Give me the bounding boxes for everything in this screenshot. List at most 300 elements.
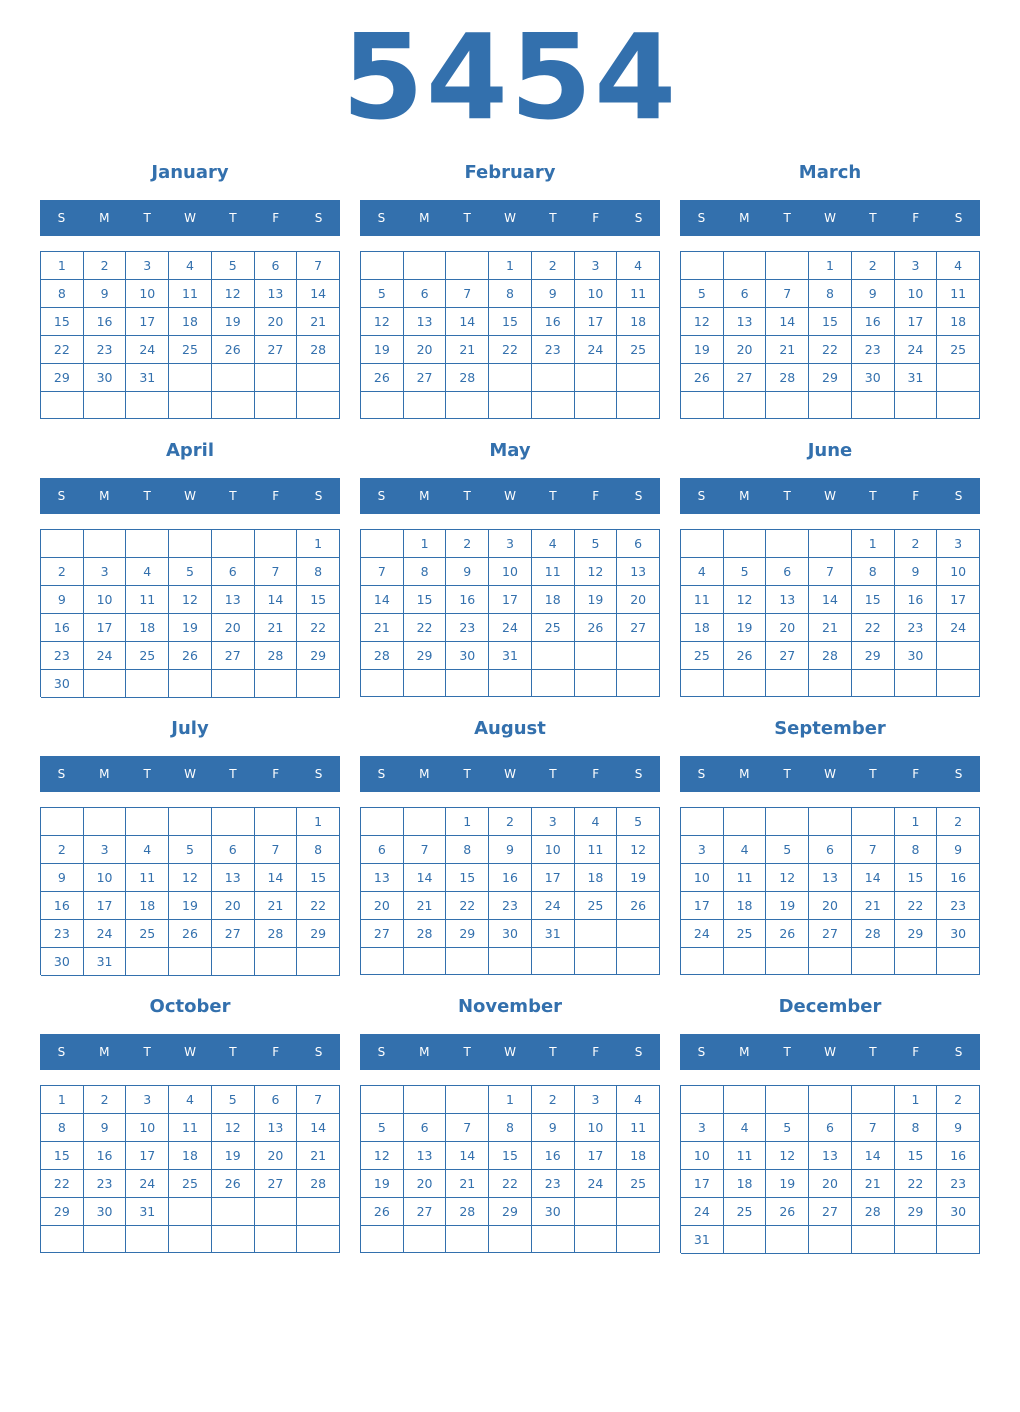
day-cell: 27: [255, 1170, 298, 1198]
empty-cell: [724, 948, 767, 975]
day-cell: 15: [852, 586, 895, 614]
weekday-label: M: [419, 489, 430, 503]
empty-cell: [681, 670, 724, 697]
empty-cell: [852, 1086, 895, 1114]
day-cell: 1: [297, 808, 340, 836]
day-cell: 6: [404, 280, 447, 308]
day-cell: 13: [404, 308, 447, 336]
day-cell: 11: [681, 586, 724, 614]
weekday-label: T: [463, 489, 471, 503]
day-cell: 27: [404, 1198, 447, 1226]
day-cell: 23: [937, 1170, 980, 1198]
empty-cell: [766, 670, 809, 697]
empty-cell: [361, 530, 404, 558]
day-cell: 16: [895, 586, 938, 614]
day-cell: 5: [169, 558, 212, 586]
day-cell: 22: [809, 336, 852, 364]
day-cell: 5: [212, 1086, 255, 1114]
empty-cell: [446, 392, 489, 419]
day-cell: 1: [809, 252, 852, 280]
day-cell: 15: [446, 864, 489, 892]
day-cell: 13: [724, 308, 767, 336]
day-cell: 17: [937, 586, 980, 614]
year-title: 5454: [341, 8, 679, 146]
weekday-header: [360, 200, 660, 236]
weekday-label: S: [314, 211, 323, 225]
day-cell: 24: [126, 336, 169, 364]
day-cell: 23: [489, 892, 532, 920]
day-cell: 9: [41, 864, 84, 892]
weekday-label: T: [869, 767, 877, 781]
day-grid: [680, 529, 980, 697]
day-cell: 30: [446, 642, 489, 670]
day-cell: 29: [404, 642, 447, 670]
day-cell: 10: [575, 280, 618, 308]
day-cell: 12: [169, 586, 212, 614]
day-cell: 15: [809, 308, 852, 336]
day-cell: 4: [617, 1086, 660, 1114]
day-cell: 6: [404, 1114, 447, 1142]
day-cell: 12: [212, 1114, 255, 1142]
empty-cell: [681, 392, 724, 419]
day-cell: 19: [724, 614, 767, 642]
day-cell: 10: [126, 1114, 169, 1142]
empty-cell: [895, 1226, 938, 1254]
day-cell: 15: [489, 1142, 532, 1170]
day-cell: 3: [84, 558, 127, 586]
day-cell: 17: [681, 892, 724, 920]
day-cell: 14: [852, 1142, 895, 1170]
day-cell: 30: [84, 1198, 127, 1226]
weekday-label: T: [463, 767, 471, 781]
day-cell: 18: [724, 1170, 767, 1198]
weekday-label: T: [143, 489, 151, 503]
day-cell: 28: [446, 364, 489, 392]
day-cell: 23: [84, 336, 127, 364]
day-cell: 24: [895, 336, 938, 364]
day-cell: 10: [84, 586, 127, 614]
weekday-label: S: [634, 767, 643, 781]
day-cell: 5: [681, 280, 724, 308]
day-cell: 14: [852, 864, 895, 892]
day-cell: 10: [126, 280, 169, 308]
day-cell: 7: [446, 1114, 489, 1142]
day-cell: 2: [489, 808, 532, 836]
day-cell: 17: [575, 1142, 618, 1170]
empty-cell: [212, 670, 255, 698]
day-cell: 28: [255, 920, 298, 948]
weekday-label: S: [314, 489, 323, 503]
empty-cell: [169, 1198, 212, 1226]
day-cell: 4: [575, 808, 618, 836]
weekday-label: M: [419, 767, 430, 781]
day-cell: 11: [169, 1114, 212, 1142]
day-cell: 30: [84, 364, 127, 392]
day-cell: 13: [361, 864, 404, 892]
day-cell: 29: [297, 642, 340, 670]
day-cell: 22: [895, 892, 938, 920]
day-cell: 31: [126, 364, 169, 392]
day-cell: 3: [84, 836, 127, 864]
day-cell: 26: [212, 1170, 255, 1198]
day-cell: 18: [937, 308, 980, 336]
day-cell: 4: [724, 1114, 767, 1142]
day-cell: 26: [169, 642, 212, 670]
day-cell: 28: [809, 642, 852, 670]
month-title: May: [489, 440, 531, 461]
empty-cell: [681, 808, 724, 836]
day-cell: 7: [852, 836, 895, 864]
month-title: December: [778, 996, 882, 1017]
day-cell: 20: [404, 336, 447, 364]
day-cell: 21: [255, 892, 298, 920]
empty-cell: [297, 364, 340, 392]
day-cell: 21: [766, 336, 809, 364]
day-cell: 29: [446, 920, 489, 948]
empty-cell: [937, 642, 980, 670]
weekday-label: F: [272, 767, 280, 781]
weekday-label: S: [954, 211, 963, 225]
day-cell: 27: [361, 920, 404, 948]
day-cell: 6: [255, 1086, 298, 1114]
day-cell: 2: [446, 530, 489, 558]
weekday-label: M: [99, 489, 110, 503]
empty-cell: [766, 530, 809, 558]
weekday-label: T: [869, 1045, 877, 1059]
empty-cell: [255, 364, 298, 392]
empty-cell: [404, 670, 447, 697]
weekday-label: S: [634, 489, 643, 503]
day-cell: 23: [852, 336, 895, 364]
empty-cell: [681, 1086, 724, 1114]
day-cell: 14: [446, 1142, 489, 1170]
day-cell: 14: [361, 586, 404, 614]
day-grid: [360, 529, 660, 697]
weekday-label: F: [272, 211, 280, 225]
day-cell: 18: [575, 864, 618, 892]
day-cell: 11: [937, 280, 980, 308]
day-cell: 28: [297, 336, 340, 364]
empty-cell: [297, 392, 340, 419]
empty-cell: [255, 808, 298, 836]
day-cell: 25: [126, 642, 169, 670]
empty-cell: [84, 808, 127, 836]
day-cell: 9: [489, 836, 532, 864]
empty-cell: [361, 808, 404, 836]
day-cell: 19: [766, 1170, 809, 1198]
day-cell: 12: [681, 308, 724, 336]
empty-cell: [617, 1226, 660, 1253]
day-cell: 19: [212, 1142, 255, 1170]
day-cell: 29: [41, 364, 84, 392]
day-cell: 2: [937, 1086, 980, 1114]
empty-cell: [255, 1198, 298, 1226]
day-cell: 27: [212, 920, 255, 948]
weekday-label: F: [912, 489, 920, 503]
day-cell: 28: [766, 364, 809, 392]
weekday-label: M: [99, 767, 110, 781]
weekday-header: [680, 478, 980, 514]
empty-cell: [361, 1226, 404, 1253]
empty-cell: [404, 252, 447, 280]
day-cell: 6: [212, 558, 255, 586]
day-cell: 19: [361, 336, 404, 364]
empty-cell: [937, 948, 980, 975]
empty-cell: [681, 252, 724, 280]
weekday-label: M: [739, 767, 750, 781]
day-cell: 22: [895, 1170, 938, 1198]
day-cell: 6: [617, 530, 660, 558]
day-cell: 14: [297, 280, 340, 308]
empty-cell: [852, 1226, 895, 1254]
day-cell: 7: [361, 558, 404, 586]
empty-cell: [255, 1226, 298, 1253]
weekday-label: W: [824, 767, 836, 781]
day-cell: 18: [724, 892, 767, 920]
weekday-label: F: [912, 1045, 920, 1059]
day-cell: 26: [575, 614, 618, 642]
day-cell: 20: [617, 586, 660, 614]
day-cell: 23: [895, 614, 938, 642]
empty-cell: [766, 948, 809, 975]
weekday-label: M: [99, 1045, 110, 1059]
day-cell: 9: [852, 280, 895, 308]
empty-cell: [852, 392, 895, 419]
day-cell: 3: [126, 252, 169, 280]
weekday-label: S: [954, 489, 963, 503]
empty-cell: [404, 1086, 447, 1114]
day-cell: 2: [84, 1086, 127, 1114]
day-cell: 9: [895, 558, 938, 586]
day-cell: 8: [489, 1114, 532, 1142]
empty-cell: [361, 1086, 404, 1114]
empty-cell: [212, 392, 255, 419]
weekday-label: S: [57, 1045, 66, 1059]
empty-cell: [446, 670, 489, 697]
day-cell: 5: [361, 280, 404, 308]
weekday-label: S: [697, 489, 706, 503]
empty-cell: [169, 1226, 212, 1253]
empty-cell: [937, 364, 980, 392]
day-cell: 16: [532, 1142, 575, 1170]
day-cell: 14: [297, 1114, 340, 1142]
weekday-label: T: [549, 1045, 557, 1059]
day-cell: 21: [809, 614, 852, 642]
day-cell: 15: [489, 308, 532, 336]
empty-cell: [404, 948, 447, 975]
empty-cell: [532, 670, 575, 697]
empty-cell: [169, 392, 212, 419]
day-cell: 19: [617, 864, 660, 892]
day-cell: 22: [852, 614, 895, 642]
day-cell: 10: [84, 864, 127, 892]
empty-cell: [852, 948, 895, 975]
day-cell: 25: [575, 892, 618, 920]
weekday-label: S: [634, 211, 643, 225]
empty-cell: [84, 530, 127, 558]
day-cell: 22: [489, 336, 532, 364]
weekday-label: T: [463, 1045, 471, 1059]
day-cell: 21: [446, 1170, 489, 1198]
weekday-label: T: [229, 767, 237, 781]
day-cell: 26: [361, 1198, 404, 1226]
day-cell: 2: [84, 252, 127, 280]
day-cell: 4: [617, 252, 660, 280]
day-cell: 31: [532, 920, 575, 948]
empty-cell: [446, 948, 489, 975]
empty-cell: [724, 1226, 767, 1254]
day-cell: 15: [895, 1142, 938, 1170]
day-cell: 26: [361, 364, 404, 392]
day-cell: 18: [169, 1142, 212, 1170]
day-cell: 16: [41, 892, 84, 920]
day-cell: 4: [532, 530, 575, 558]
day-cell: 28: [361, 642, 404, 670]
day-cell: 9: [84, 280, 127, 308]
empty-cell: [212, 1226, 255, 1253]
weekday-label: S: [377, 211, 386, 225]
empty-cell: [169, 530, 212, 558]
day-cell: 24: [937, 614, 980, 642]
day-cell: 30: [895, 642, 938, 670]
day-cell: 2: [895, 530, 938, 558]
day-cell: 4: [169, 1086, 212, 1114]
empty-cell: [895, 392, 938, 419]
day-cell: 5: [575, 530, 618, 558]
weekday-header: [680, 1034, 980, 1070]
empty-cell: [84, 670, 127, 698]
empty-cell: [126, 1226, 169, 1253]
empty-cell: [809, 1086, 852, 1114]
day-cell: 21: [446, 336, 489, 364]
empty-cell: [724, 530, 767, 558]
weekday-label: T: [463, 211, 471, 225]
day-cell: 20: [361, 892, 404, 920]
day-cell: 1: [489, 252, 532, 280]
day-cell: 5: [766, 836, 809, 864]
empty-cell: [766, 1226, 809, 1254]
empty-cell: [212, 948, 255, 976]
day-cell: 30: [489, 920, 532, 948]
empty-cell: [255, 670, 298, 698]
day-cell: 13: [255, 280, 298, 308]
month-title: August: [474, 718, 546, 739]
weekday-label: W: [824, 1045, 836, 1059]
weekday-label: W: [504, 489, 516, 503]
day-cell: 12: [617, 836, 660, 864]
day-cell: 30: [532, 1198, 575, 1226]
weekday-label: T: [143, 767, 151, 781]
weekday-header: [40, 756, 340, 792]
weekday-label: T: [783, 1045, 791, 1059]
day-cell: 11: [575, 836, 618, 864]
weekday-label: T: [143, 211, 151, 225]
day-cell: 24: [575, 336, 618, 364]
day-cell: 20: [766, 614, 809, 642]
day-cell: 14: [766, 308, 809, 336]
day-cell: 16: [84, 1142, 127, 1170]
empty-cell: [809, 392, 852, 419]
month-title: February: [464, 162, 556, 183]
weekday-header: [40, 478, 340, 514]
day-cell: 10: [681, 1142, 724, 1170]
month-title: October: [149, 996, 231, 1017]
day-cell: 9: [532, 280, 575, 308]
day-cell: 16: [532, 308, 575, 336]
day-cell: 5: [212, 252, 255, 280]
weekday-label: F: [912, 767, 920, 781]
empty-cell: [766, 808, 809, 836]
day-cell: 16: [84, 308, 127, 336]
day-cell: 30: [41, 670, 84, 698]
day-cell: 19: [169, 614, 212, 642]
weekday-label: T: [229, 1045, 237, 1059]
day-cell: 27: [724, 364, 767, 392]
day-cell: 13: [809, 864, 852, 892]
empty-cell: [809, 948, 852, 975]
weekday-label: M: [419, 211, 430, 225]
weekday-label: W: [824, 489, 836, 503]
month-title: September: [774, 718, 886, 739]
day-cell: 19: [169, 892, 212, 920]
day-cell: 8: [895, 1114, 938, 1142]
day-grid: [680, 1085, 980, 1253]
day-cell: 7: [297, 252, 340, 280]
day-cell: 24: [489, 614, 532, 642]
day-cell: 29: [895, 920, 938, 948]
day-grid: [360, 251, 660, 419]
weekday-label: T: [783, 489, 791, 503]
weekday-header: [680, 756, 980, 792]
weekday-label: F: [592, 767, 600, 781]
day-cell: 23: [937, 892, 980, 920]
day-cell: 10: [532, 836, 575, 864]
empty-cell: [575, 364, 618, 392]
day-cell: 13: [212, 864, 255, 892]
weekday-label: W: [504, 1045, 516, 1059]
weekday-label: W: [184, 1045, 196, 1059]
day-cell: 1: [489, 1086, 532, 1114]
day-cell: 16: [489, 864, 532, 892]
day-cell: 18: [169, 308, 212, 336]
day-cell: 27: [766, 642, 809, 670]
empty-cell: [681, 948, 724, 975]
day-cell: 15: [41, 308, 84, 336]
day-cell: 27: [212, 642, 255, 670]
day-cell: 8: [446, 836, 489, 864]
day-cell: 12: [766, 1142, 809, 1170]
day-cell: 14: [809, 586, 852, 614]
day-cell: 3: [575, 252, 618, 280]
day-cell: 21: [852, 892, 895, 920]
weekday-label: W: [504, 767, 516, 781]
day-grid: [360, 807, 660, 975]
day-cell: 4: [937, 252, 980, 280]
day-cell: 19: [212, 308, 255, 336]
day-cell: 20: [809, 1170, 852, 1198]
day-cell: 1: [41, 1086, 84, 1114]
day-cell: 6: [212, 836, 255, 864]
day-cell: 1: [852, 530, 895, 558]
empty-cell: [809, 670, 852, 697]
weekday-label: F: [592, 1045, 600, 1059]
day-cell: 8: [404, 558, 447, 586]
empty-cell: [212, 364, 255, 392]
day-cell: 13: [255, 1114, 298, 1142]
day-cell: 22: [297, 892, 340, 920]
weekday-label: F: [592, 211, 600, 225]
day-cell: 26: [766, 1198, 809, 1226]
